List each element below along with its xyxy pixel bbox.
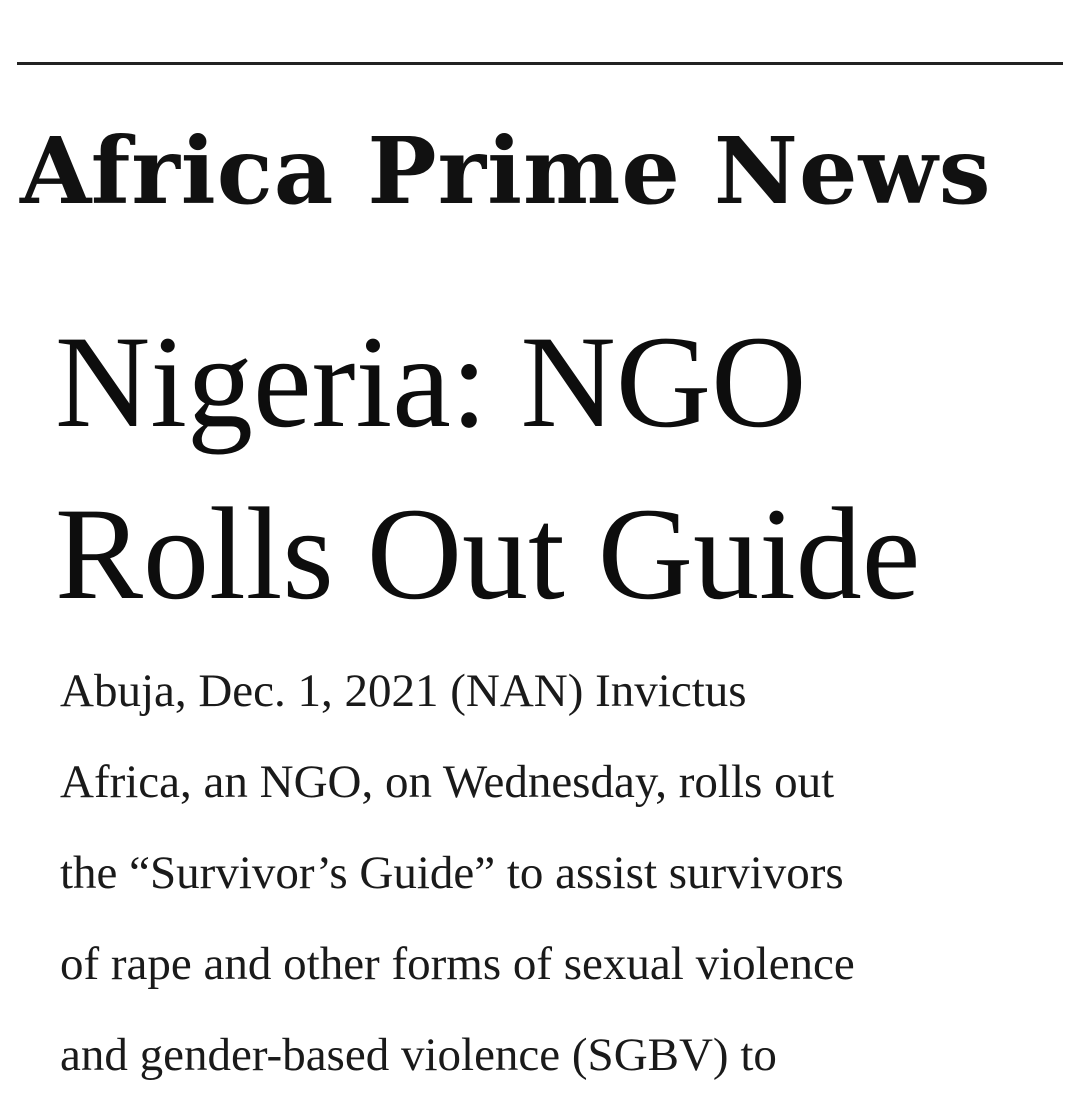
body-line: the “Survivor’s Guide” to assist survivors	[60, 847, 844, 899]
body-line: Africa, an NGO, on Wednesday, rolls out	[60, 756, 835, 808]
headline-line: Rolls Out Guide	[55, 480, 921, 627]
article-headline	[55, 296, 1055, 640]
article-body	[60, 646, 1060, 1101]
headline-line: Nigeria: NGO	[55, 308, 807, 455]
body-line: and gender-based violence (SGBV) to	[60, 1029, 777, 1081]
body-line: of rape and other forms of sexual violence	[60, 938, 855, 990]
top-divider	[17, 62, 1063, 65]
masthead-logo: Africa Prime News	[20, 117, 992, 225]
body-line: Abuja, Dec. 1, 2021 (NAN) Invictus	[60, 665, 747, 717]
